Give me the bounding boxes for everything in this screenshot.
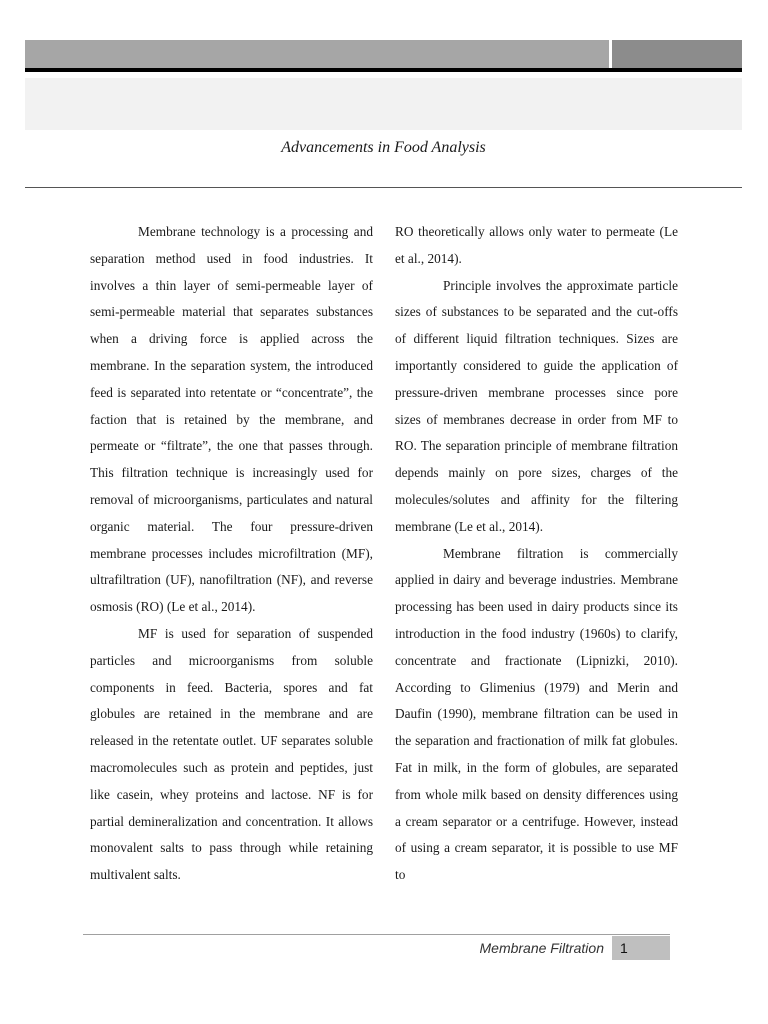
page-number: 1 — [612, 936, 670, 960]
header-bar-right — [612, 40, 742, 68]
paragraph-principle: Principle involves the approximate particle sizes of substances to be separated and the cut-offs of different liquid filtration techniques. Sizes are importantly considered to guide the application of pressure-driven membrane processes since pore sizes of membranes decrease in order from MF to RO. The separation principle of membrane filtration depends mainly on pore sizes, charges of the molecules/solutes and affinity for the filtering membrane (Le et al., 2014). — [395, 277, 678, 534]
right-column — [395, 219, 678, 889]
title-divider — [25, 187, 742, 188]
header-band — [25, 78, 742, 130]
paragraph-commercial-application: Membrane filtration is commercially applied in dairy and beverage industries. Membrane processing has been used in dairy products since its introduction in the food industry (1960s) to clarify, concentrate and fractionate (Lipnizki, 2010). According to Glimenius (1979) and Merin and Daufin (1990), membrane filtration can be used in the separation and fractionation of milk fat globules. Fat in milk, in the form of globules, are separated from whole milk based on density differences using a cream separator or a centrifuge. However, instead of using a cream separator, it is possible to use MF to — [395, 545, 678, 883]
document-title: Advancements in Food Analysis — [281, 139, 486, 156]
left-column — [90, 219, 373, 889]
paragraph-mf-uf-nf: MF is used for separation of suspended particles and microorganisms from soluble components in feed. Bacteria, spores and fat globules are retained in the membrane and are released in the retentate outlet. UF separates soluble macromolecules such as protein and peptides, just like casein, whey proteins and lactose. NF is for partial demineralization and concentration. It allows monovalent salts to pass through while retaining multivalent salts. — [90, 625, 373, 883]
paragraph-membrane-technology: Membrane technology is a processing and separation method used in food industries. It involves a thin layer of semi-permeable layer of semi-permeable material that separates substances when a driving force is applied across the membrane. In the separation system, the introduced feed is separated into retentate or “concentrate”, the faction that is retained by the membrane, and permeate or “filtrate”, the one that passes through. This filtration technique is increasingly used for removal of microorganisms, particulates and natural organic material. The four pressure-driven membrane processes includes microfiltration (MF), ultrafiltration (UF), nanofiltration (NF), and reverse osmosis (RO) (Le et al., 2014). — [90, 224, 373, 615]
paragraph-ro-continuation: RO theoretically allows only water to permeate (Le et al., 2014). — [395, 224, 678, 266]
header-bar-left — [25, 40, 609, 68]
footer-section-label: Membrane Filtration — [479, 940, 604, 956]
footer-rule — [83, 934, 670, 935]
header-rule — [25, 68, 742, 72]
